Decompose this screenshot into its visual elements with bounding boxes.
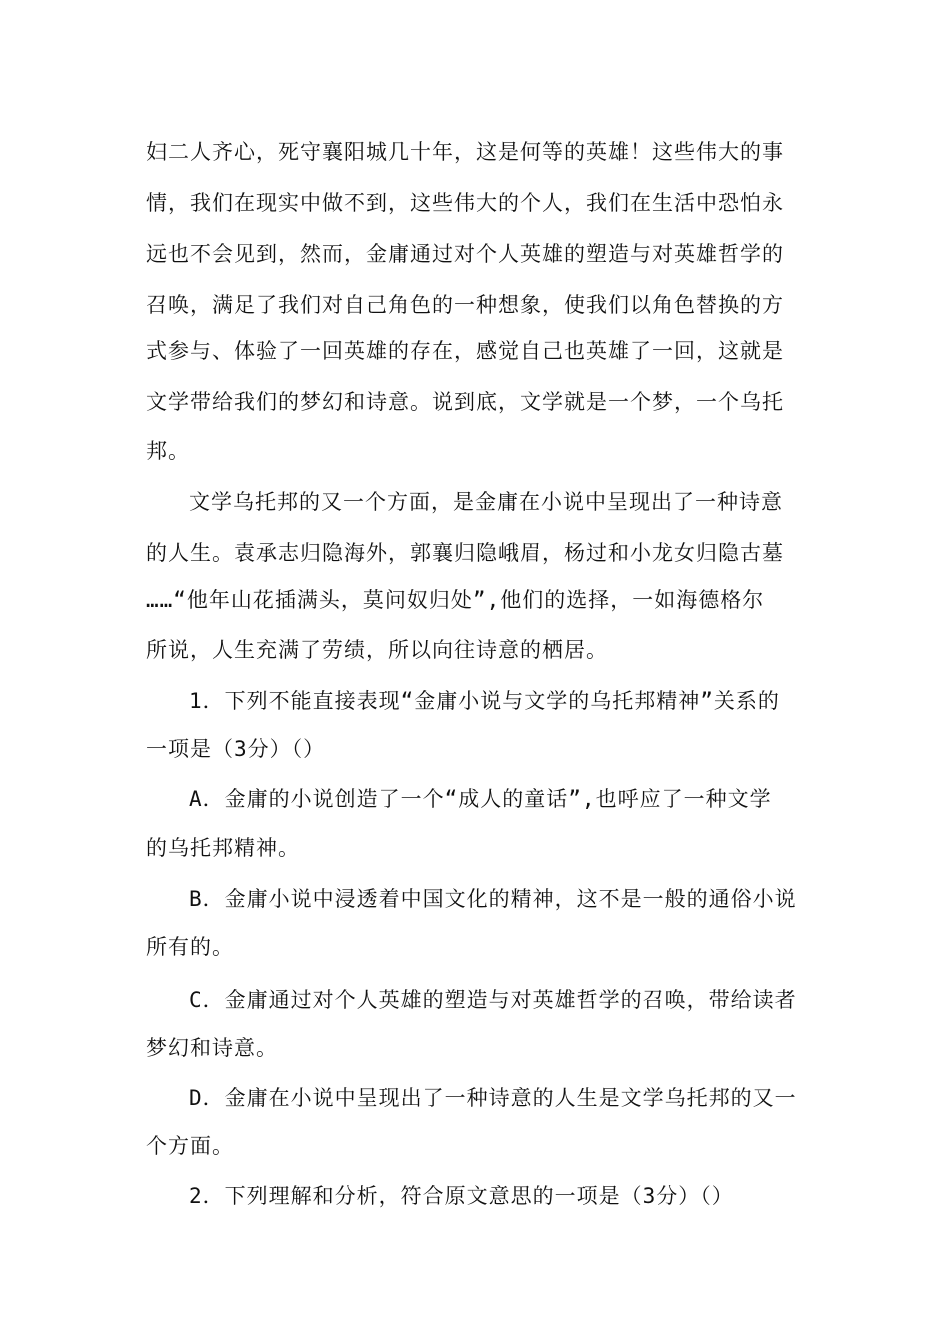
question-1-option-a-line-1: A．金庸的小说创造了一个“成人的童话”,也呼应了一种文学 [189,787,772,811]
question-1-option-d-line-1: D．金庸在小说中呈现出了一种诗意的人生是文学乌托邦的又一 [189,1086,797,1110]
passage-line-8: 文学乌托邦的又一个方面，是金庸在小说中呈现出了一种诗意 [189,490,783,514]
passage-line-6: 文学带给我们的梦幻和诗意。说到底，文学就是一个梦，一个乌托 [146,390,784,414]
passage-line-5: 式参与、体验了一回英雄的存在，感觉自己也英雄了一回，这就是 [146,339,784,363]
question-1-option-b-line-2: 所有的。 [146,935,234,959]
question-1-option-c-line-1: C．金庸通过对个人英雄的塑造与对英雄哲学的召唤，带给读者 [189,988,797,1012]
passage-line-11: 所说，人生充满了劳绩，所以向往诗意的栖居。 [146,638,608,662]
question-2-stem-line-1: 2．下列理解和分析，符合原文意思的一项是（3分）（） [189,1184,734,1208]
passage-line-7: 邦。 [146,439,190,463]
question-1-option-a-line-2: 的乌托邦精神。 [146,836,300,860]
passage-line-1: 妇二人齐心，死守襄阳城几十年，这是何等的英雄！这些伟大的事 [146,140,784,164]
question-1-option-d-line-2: 个方面。 [146,1134,234,1158]
question-1-stem-line-1: 1．下列不能直接表现“金庸小说与文学的乌托邦精神”关系的 [189,689,780,713]
passage-line-4: 召唤，满足了我们对自己角色的一种想象，使我们以角色替换的方 [146,293,784,317]
passage-line-9: 的人生。袁承志归隐海外，郭襄归隐峨眉，杨过和小龙女归隐古墓 [146,541,784,565]
passage-line-10: ……“他年山花插满头，莫问奴归处”,他们的选择，一如海德格尔 [146,588,765,612]
passage-line-2: 情，我们在现实中做不到，这些伟大的个人，我们在生活中恐怕永 [146,191,784,215]
question-1-option-b-line-1: B．金庸小说中浸透着中国文化的精神，这不是一般的通俗小说 [189,887,797,911]
question-1-option-c-line-2: 梦幻和诗意。 [146,1036,278,1060]
passage-line-3: 远也不会见到，然而，金庸通过对个人英雄的塑造与对英雄哲学的 [146,242,784,266]
question-1-stem-line-2: 一项是（3分）（） [146,737,326,761]
